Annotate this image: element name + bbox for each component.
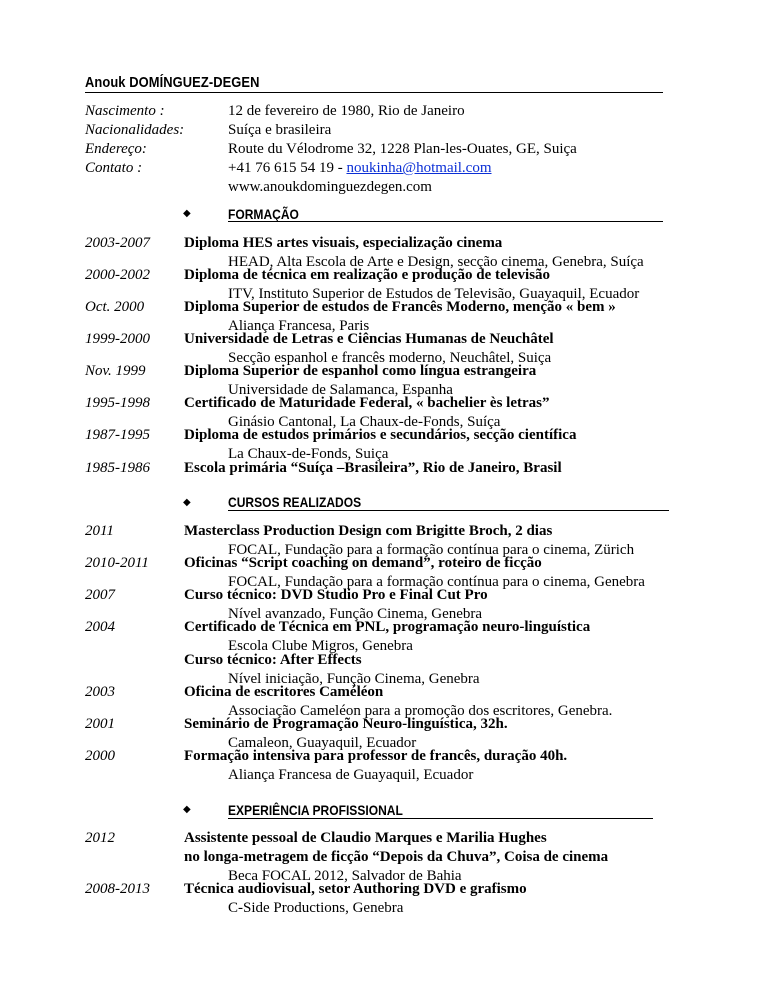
entry-title: Certificado de Técnica em PNL, programação neuro-linguística: [184, 619, 591, 635]
person-name: Anouk DOMÍNGUEZ-DEGEN: [85, 74, 260, 91]
name-underline: [85, 92, 663, 93]
label-contact: Contato :: [85, 160, 143, 176]
entry-institution: La Chaux-de-Fonds, Suiça: [228, 446, 389, 462]
entry-title: Diploma Superior de estudos de Francês Moderno, menção « bem »: [184, 299, 616, 315]
entry-institution: Nível avanzado, Função Cinema, Genebra: [228, 606, 483, 622]
entry-title: Oficinas “Script coaching on demand”, roteiro de ficção: [184, 555, 542, 571]
entry-title: Escola primária “Suíça –Brasileira”, Rio de Janeiro, Brasil: [184, 460, 562, 476]
entry-year: 1987-1995: [85, 427, 150, 443]
entry-institution: Associação Cameléon para a promoção dos escritores, Genebra.: [228, 703, 613, 719]
entry-year: 1999-2000: [85, 331, 150, 347]
section-rule-cursos: [228, 510, 669, 511]
entry-title-continued: no longa-metragem de ficção “Depois da Chuva”, Coisa de cinema: [184, 849, 609, 865]
entry-institution: Beca FOCAL 2012, Salvador de Bahia: [228, 868, 462, 884]
diamond-bullet-icon: ◆: [183, 208, 191, 219]
entry-title: Formação intensiva para professor de francês, duração 40h.: [184, 748, 568, 764]
section-title-experiencia: EXPERIÊNCIA PROFISSIONAL: [228, 802, 403, 818]
label-address: Endereço:: [85, 141, 147, 157]
phone-number: +41 76 615 54 19 -: [228, 160, 347, 176]
value-website: www.anoukdominguezdegen.com: [228, 179, 432, 195]
entry-title: Oficina de escritores Caméléon: [184, 684, 384, 700]
email-link[interactable]: noukinha@hotmail.com: [346, 160, 492, 176]
entry-year: 2007: [85, 587, 115, 603]
entry-institution: FOCAL, Fundação para a formação contínua para o cinema, Genebra: [228, 574, 645, 590]
entry-year: 1995-1998: [85, 395, 150, 411]
entry-institution: Universidade de Salamanca, Espanha: [228, 382, 453, 398]
entry-institution: ITV, Instituto Superior de Estudos de Televisão, Guayaquil, Ecuador: [228, 286, 640, 302]
entry-title: Seminário de Programação Neuro-linguística, 32h.: [184, 716, 508, 732]
label-nationality: Nacionalidades:: [85, 122, 185, 138]
entry-year: Oct. 2000: [85, 299, 145, 315]
entry-year: 2003: [85, 684, 115, 700]
entry-title: Universidade de Letras e Ciências Humanas de Neuchâtel: [184, 331, 554, 347]
entry-year: Nov. 1999: [85, 363, 146, 379]
entry-title: Curso técnico: DVD Studio Pro e Final Cut Pro: [184, 587, 488, 603]
section-title-formacao: FORMAÇÃO: [228, 206, 299, 222]
entry-institution: Camaleon, Guayaquil, Ecuador: [228, 735, 417, 751]
entry-title: Diploma de técnica em realização e produção de televisão: [184, 267, 551, 283]
entry-year: 2008-2013: [85, 881, 150, 897]
entry-institution: Secção espanhol e francês moderno, Neuchâtel, Suiça: [228, 350, 552, 366]
entry-title: Diploma HES artes visuais, especialização cinema: [184, 235, 503, 251]
entry-title: Curso técnico: After Effects: [184, 652, 362, 668]
entry-year: 2004: [85, 619, 115, 635]
entry-institution: C-Side Productions, Genebra: [228, 900, 404, 916]
section-rule-formacao: [228, 221, 663, 222]
value-address: Route du Vélodrome 32, 1228 Plan-les-Ouates, GE, Suiça: [228, 141, 577, 157]
entry-institution: HEAD, Alta Escola de Arte e Design, secção cinema, Genebra, Suíça: [228, 254, 644, 270]
entry-year: 2001: [85, 716, 115, 732]
entry-institution: Aliança Francesa, Paris: [228, 318, 370, 334]
entry-institution: Ginásio Cantonal, La Chaux-de-Fonds, Suíça: [228, 414, 501, 430]
entry-year: 2011: [85, 523, 114, 539]
section-title-cursos: CURSOS REALIZADOS: [228, 494, 362, 510]
diamond-bullet-icon: ◆: [183, 497, 191, 508]
entry-title: Certificado de Maturidade Federal, « bachelier ès letras”: [184, 395, 550, 411]
value-birth: 12 de fevereiro de 1980, Rio de Janeiro: [228, 103, 465, 119]
entry-year: 2000: [85, 748, 115, 764]
entry-title: Diploma de estudos primários e secundários, secção científica: [184, 427, 577, 443]
entry-title: Diploma Superior de espanhol como língua estrangeira: [184, 363, 537, 379]
entry-institution: Nível iniciação, Função Cinema, Genebra: [228, 671, 480, 687]
section-rule-experiencia: [228, 818, 653, 819]
diamond-bullet-icon: ◆: [183, 804, 191, 815]
label-birth: Nascimento :: [85, 103, 165, 119]
entry-year: 2003-2007: [85, 235, 150, 251]
entry-institution: Escola Clube Migros, Genebra: [228, 638, 413, 654]
entry-institution: Aliança Francesa de Guayaquil, Ecuador: [228, 767, 474, 783]
entry-title: Assistente pessoal de Claudio Marques e Marilia Hughes: [184, 830, 547, 846]
entry-year: 2010-2011: [85, 555, 149, 571]
entry-title: Masterclass Production Design com Brigitte Broch, 2 dias: [184, 523, 553, 539]
entry-institution: FOCAL, Fundação para a formação contínua para o cinema, Zürich: [228, 542, 635, 558]
value-contact: [228, 159, 492, 178]
entry-year: 2012: [85, 830, 115, 846]
entry-year: 2000-2002: [85, 267, 150, 283]
value-nationality: Suíça e brasileira: [228, 122, 332, 138]
entry-year: 1985-1986: [85, 460, 150, 476]
entry-title: Técnica audiovisual, setor Authoring DVD e grafismo: [184, 881, 527, 897]
